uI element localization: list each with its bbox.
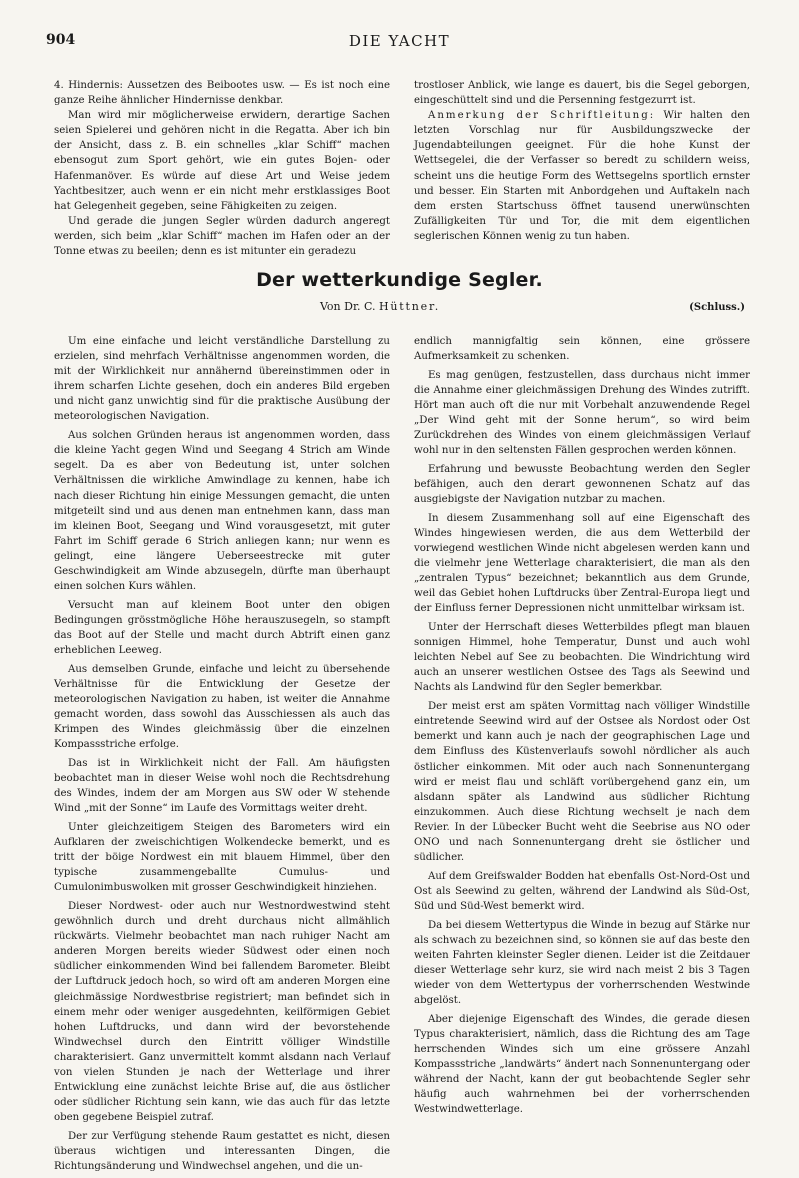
paragraph: Erfahrung und bewusste Beobachtung werden den Segler befähigen, auch den derart gewonnenen Schatz auf das ausgiebigste der Navigation nutzbar zu machen. bbox=[414, 463, 750, 506]
editor-note-text: Wir halten den letzten Vorschlag nur für Ausbildungszwecke der Jugendabteilungen geeignet. Für die hohe Kunst der Wettsegelei, die der Verfasser so beredt zu schildern weiss, scheint uns die heutige Form des Wettsegelns sportlich ernster und besser. Ein Starten mit Anbordgehen und Auftakeln nach dem ersten Startschuss öffnet tausend unerwünschten Zufälligkeiten Tür und Tor, die mit dem eigentlichen seglerischen Können wenig zu tun haben. bbox=[414, 110, 750, 242]
paragraph: Der meist erst am späten Vormittag nach völliger Windstille eintretende Seewind wird auf der Ostsee als Nordost oder Ost bemerkt und kann auch je nach der geographischen Lage und dem Einfluss des Küstenverlaufs sowohl nördlicher als auch östlicher einkommen. Mit oder auch nach Sonnenuntergang wird er meist flau und schläft vorübergehend ganz ein, um alsdann später als Landwind aus südlicher Richtung einzukommen. Auch diese Richtung wechselt je nach dem Revier. In der Lübecker Bucht weht die Seebrise aus NO oder ONO und nach Sonnenuntergang dreht sie östlicher und südlicher. bbox=[414, 701, 750, 864]
paragraph: Es mag genügen, festzustellen, dass durchaus nicht immer die Annahme einer gleichmässigen Drehung des Windes zutrifft. Hört man auch oft die nur mit Vorbehalt anzuwendende Regel „Der Wind geht mit der Sonne herum“, so wird beim Zurückdrehen des Windes von einem gleichmässigen Verlauf wohl nur in den seltensten Fällen gesprochen werden können. bbox=[414, 369, 750, 457]
paragraph: 4. Hindernis: Aussetzen des Beibootes usw. — Es ist noch eine ganze Reihe ähnlicher Hindernisse denkbar. bbox=[54, 80, 390, 107]
paragraph: In diesem Zusammenhang soll auf eine Eigenschaft des Windes hingewiesen werden, die aus dem Wetterbild der vorwiegend westlichen Winde nicht abgelesen werden kann und die vielmehr jene Wetterlage charakterisiert, die man als den „zentralen Typus“ bezeichnet; bekanntlich aus dem Grunde, weil das Gebiet hohen Luftdrucks über Zentral-Europa liegt und der Einfluss ferner Depressionen nicht unmittelbar wirksam ist. bbox=[414, 512, 750, 615]
page-number: 904 bbox=[46, 32, 76, 48]
byline-prefix: Von Dr. C. bbox=[320, 300, 376, 313]
paragraph: Der zur Verfügung stehende Raum gestattet es nicht, diesen überaus wichtigen und interessanten Dingen, die Richtungsänderung und Windwechsel angehen, und die un- bbox=[54, 1130, 390, 1173]
byline bbox=[320, 300, 440, 313]
paragraph: Und gerade die jungen Segler würden dadurch angeregt werden, sich beim „klar Schiff“ machen im Hafen oder an der Tonne etwas zu beeilen; denn es ist mitunter ein geradezu bbox=[54, 215, 390, 258]
paragraph: trostloser Anblick, wie lange es dauert, bis die Segel geborgen, eingeschüttelt sind und die Persenning festgezurrt ist. bbox=[414, 80, 750, 107]
paragraph: endlich mannigfaltig sein können, eine grössere Aufmerksamkeit zu schenken. bbox=[414, 336, 750, 363]
paragraph: Um eine einfache und leicht verständliche Darstellung zu erzielen, sind mehrfach Verhältnisse angenommen worden, die mit der Wirklichkeit nur annähernd übereinstimmen oder in ihrem scharfen Lichte gesehen, doch ein anderes Bild ergeben und nicht ganz unwichtig sind für die praktische Ausübung der meteorologischen Navigation. bbox=[54, 336, 390, 423]
paragraph: Da bei diesem Wettertypus die Winde in bezug auf Stärke nur als schwach zu bezeichnen sind, so können sie auf das beste den weiten Fahrten kleinster Segler dienen. Leider ist die Zeitdauer dieser Wetterlage sehr kurz, sie wird nach meist 2 bis 3 Tagen wieder von dem Wettertypus der vorherrschenden Westwinde abgelöst. bbox=[414, 919, 750, 1007]
previous-article-left-column bbox=[54, 78, 390, 259]
article-right-column bbox=[414, 334, 750, 1121]
paragraph: Auf dem Greifswalder Bodden hat ebenfalls Ost-Nord-Ost und Ost als Seewind zu gelten, während der Landwind als Süd-Ost, Süd und Süd-West bemerkt wird. bbox=[414, 870, 750, 912]
page-header bbox=[46, 32, 753, 54]
paragraph: Versucht man auf kleinem Boot unter den obigen Bedingungen grösstmögliche Höhe herauszusegeln, so stampft das Boot auf der Stelle und macht durch Abtrift einen ganz erheblichen Leeweg. bbox=[54, 599, 390, 657]
paragraph: Dieser Nordwest- oder auch nur Westnordwestwind steht gewöhnlich durch und dreht durchaus nicht allmählich rückwärts. Vielmehr beobachtet man nach ruhiger Nacht am anderen Morgen bereits wieder Südwest oder einen noch südlicher einkommenden Wind bei fallendem Barometer. Bleibt der Luftdruck jedoch hoch, so wird oft am anderen Morgen eine gleichmässige Nordwestbrise registriert; man befindet sich in einem mehr oder weniger ausgedehnten, keilförmigen Gebiet hohen Luftdrucks, und dann wird der bevorstehende Windwechsel durch den Eintritt völliger Windstille charakterisiert. Ganz unvermittelt kommt alsdann nach Verlauf von vielen Stunden je nach der Wetterlage und ihrer Entwicklung eine zunächst leichte Brise auf, die aus östlicher oder südlicher Richtung sein kann, wie das auch für das letzte oben gegebene Beispiel zutraf. bbox=[54, 900, 390, 1124]
article-title: Der wetterkundige Segler. bbox=[256, 269, 543, 291]
paragraph: Aus solchen Gründen heraus ist angenommen worden, dass die kleine Yacht gegen Wind und Seegang 4 Strich am Winde segelt. Da es aber von Bedeutung ist, unter solchen Verhältnissen die wirkliche Amwindlage zu kennen, habe ich nach dieser Richtung hin einige Messungen gemacht, die unten mitgeteilt sind und aus denen man entnehmen kann, dass man im kleinen Boot, Seegang und Wind vorausgesetzt, mit guter Fahrt im Schiff gerade 6 Strich anliegen kann; nur wenn es gelingt, eine längere Ueberseestrecke mit guter Geschwindigkeit am Winde abzusegeln, dürfte man überhaupt einen solchen Kurs wählen. bbox=[54, 430, 390, 593]
paragraph: Unter der Herrschaft dieses Wetterbildes pflegt man blauen sonnigen Himmel, hohe Temperatur, Dunst und auch wohl leichten Nebel auf See zu beobachten. Die Windrichtung wird auch an unserer westlichen Ostsee des Tags als Seewind und Nachts als Landwind für den Segler bemerkbar. bbox=[414, 622, 750, 694]
conclusion-marker: (Schluss.) bbox=[689, 302, 745, 313]
paragraph: Das ist in Wirklichkeit nicht der Fall. Am häufigsten beobachtet man in dieser Weise wohl noch die Rechtsdrehung des Windes, indem der am Morgen aus SW oder W stehende Wind „mit der Sonne“ im Laufe des Vormittags weiter dreht. bbox=[54, 757, 390, 815]
paragraph: Aber diejenige Eigenschaft des Windes, die gerade diesen Typus charakterisiert, nämlich, dass die Richtung des am Tage herrschenden Windes sich um eine grössere Anzahl Kompassstriche „landwärts“ ändert nach Sonnenuntergang oder während der Nacht, kann der gut beobachtende Segler sehr häufig auch wahrnehmen bei der vorherrschenden Westwindwetterlage. bbox=[414, 1013, 750, 1116]
previous-article-right-column bbox=[414, 78, 750, 244]
author-name: Hüttner. bbox=[379, 300, 441, 313]
editor-note-label: Anmerkung der Schriftleitung: bbox=[428, 110, 656, 122]
article-left-column bbox=[54, 334, 390, 1178]
paragraph: Unter gleichzeitigem Steigen des Barometers wird ein Aufklaren der zweischichtigen Wolkendecke bemerkt, und es tritt der böige Nordwest ein mit blauem Himmel, über den typische zusammengeballte Cumulus- und Cumulonimbuswolken mit grosser Geschwindigkeit hinziehen. bbox=[54, 821, 390, 894]
paragraph: Aus demselben Grunde, einfache und leicht zu übersehende Verhältnisse für die Entwicklung der Gesetze der meteorologischen Navigation zu haben, ist weiter die Annahme gemacht worden, dass sowohl das Ausschiessen als auch das Krimpen des Windes gleichmässig über die einzelnen Kompassstriche erfolge. bbox=[54, 663, 390, 751]
editor-note bbox=[414, 108, 750, 244]
running-head: DIE YACHT bbox=[348, 32, 451, 50]
paragraph: Man wird mir möglicherweise erwidern, derartige Sachen seien Spielerei und gehören nicht in die Regatta. Aber ich bin der Ansicht, dass z. B. ein schnelles „klar Schiff“ machen ebensogut zum Sport gehört, wie ein gutes Bojen- oder Hafenmanöver. Es würde auf diese Art und Weise jedem Yachtbesitzer, auch wenn er ein nicht mehr erstklassiges Boot hat Gelegenheit gegeben, seine Fähigkeiten zu zeigen. bbox=[54, 110, 390, 212]
